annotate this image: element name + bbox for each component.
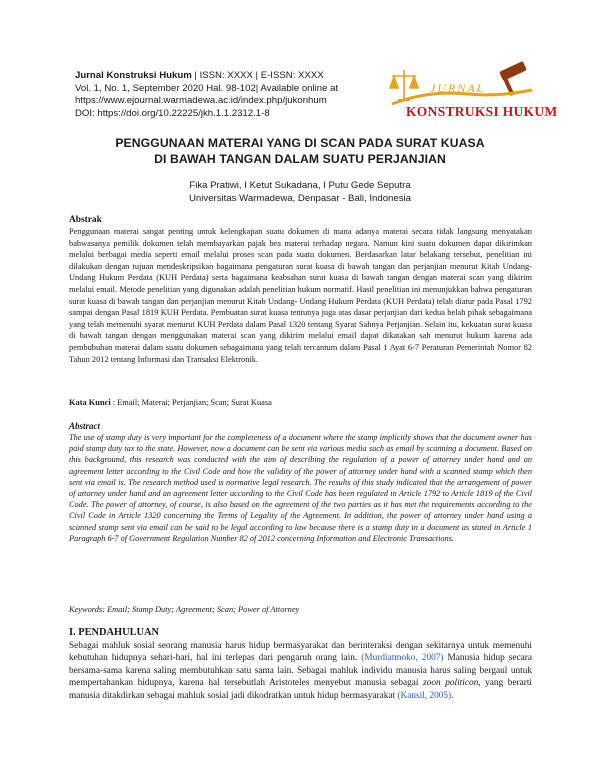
abstrak-text: Penggunaan materai sangat penting untuk kelengkapan suatu dokumen di mana adanya materai secara tidak langsung menyatakan bahwasanya pemilik dokumen telah membayarkan pajak bea materai terhadap negara. Namun kini suatu dokumen dapat dikirimkan melalui berbagai media seperti email melalui proses scan pada suatu dokumen. Berdasarkan latar belakang tersebut, penelitian ini dilakukan dengan tujuan mendeskripsikan bagaimana pengaturan surat kuasa di bawah tangan dan perjanjian menurut Kitab Undang-Undang Hukum Perdata (KUH Perdata) serta bagaimana keabsahan surat kuasa di bawah tangan dengan materai scan yang dikirim melalui email. Metode penelitian yang digunakan adalah penelitian hukum normatif. Hasil penelitian ini menunjukkan bahwa pengaturan surat kuasa di bawah tangan dan perjanjian menurut Kitab Undang- Undang Hukum Perdata (KUH Perdata) telah diatur pada Pasal 1792 sampai dengan Pasal 1819 KUH Perdata. Pembuatan surat kuasa tentunya juga atas dasar perjanjian dari kedua belah pihak sebagaimana yang telah memenuhi syarat menurut KUH Perdata dalam Pasal 1320 tentang Syarat Sahnya Perjanjian. Selain itu, kekuatan surat kuasa di bawah tangan dengan menggunakan materai scan yang dikirim melalui email dapat dikatakan sah menurut hukum karena ada pembubuhan materai dalam suatu dokumen sebagaimana yang telah tercantum dalam Pasal 1 Ayat 6-7 Peraturan Pemerintah Nomor 82 Tahun 2012 tentang Informasi dan Transaksi Elektronik. — [69, 227, 532, 364]
logo-word-top: JURNAL — [430, 81, 486, 95]
abstract-heading: Abstract — [69, 421, 101, 431]
citation-kansil[interactable]: (Kansil, 2005) — [397, 690, 452, 701]
journal-title-line — [75, 70, 415, 83]
journal-url[interactable]: https://www.ejournal.warmadewa.ac.id/index.php/jukonhum — [75, 95, 327, 107]
section-text-3: , yang berarti manusia ditakdirkan sebagai mahluk sosial jadi dikodratkan untuk hidup bermasyarakat — [69, 678, 532, 701]
journal-header — [75, 70, 415, 120]
logo-word-bottom: KONSTRUKSI HUKUM — [406, 104, 558, 119]
author-affiliation: Universitas Warmadewa, Denpasar - Bali, Indonesia — [189, 193, 411, 204]
abstrak-heading: Abstrak — [69, 215, 102, 225]
doi-line[interactable]: DOI: https://doi.org/10.22225/jkh.1.1.2312.1-8 — [75, 107, 270, 119]
kata-kunci-label: Kata Kunci — [69, 398, 111, 407]
journal-logo-graphic — [388, 60, 558, 124]
title-line-2: DI BAWAH TANGAN DALAM SUATU PERJANJIAN — [154, 152, 446, 166]
citation-murdiatmoko[interactable]: (Murdiatmoko, 2007) — [361, 653, 444, 664]
abstract-text: The use of stamp duty is very important for the completeness of a document where the stamp implicitly shows that the document owner has paid stamp duty tax to the state. However, now a document can be sent via various media such as email by scanning a document. Based on this background, this research was conducted with the aim of describing the regulation of a power of attorney under hand and an agreement letter according to the Civil Code and how the validity of the power of attorney under hand with a scanned stamp which then sent via email is. The research method used is normative legal research. The results of this study indicated that the arrangement of power of attorney under hand and an agreement letter according to the Civil Code has been regulated in Article 1792 to Article 1819 of the Civil Code. The power of attorney, of course, is also based on the agreement of the two parties as it has met the requirements according to the Civil Code in Article 1320 concerning the Terms of Legality of the Agreement. In addition, the power of attorney under hand using a scanned stamp sent via email can be said to be legal according to law because there is a stamp duty in a document as stated in Article 1 Paragraph 6-7 of Government Regulation Number 82 of 2012 concerning Information and Electronic Transactions. — [69, 433, 532, 543]
section-heading-pendahuluan: I. PENDAHULUAN — [69, 627, 160, 638]
section-text-2: Manusia hidup secara bersama-sama karena saling membutuhkan satu sama lain. Sebagai mahluk individu manusia harus saling bergaul untuk mempertahankan hidupnya, karena hal tersebutlah Aristoteles menyebut manusia sebagai — [69, 653, 532, 689]
section-body-pendahuluan — [69, 640, 532, 702]
issn-text: | ISSN: XXXX | E-ISSN: XXXX — [191, 70, 324, 81]
kata-kunci-value: : Email; Materai; Perjanjian; Scan; Surat Kuasa — [110, 398, 272, 407]
scales-icon — [390, 70, 418, 100]
section-text-4: . — [451, 690, 454, 701]
kata-kunci — [69, 398, 272, 407]
keywords: Keywords: Email; Stamp Duty; Agreement; Scan; Power of Attorney — [69, 605, 300, 614]
author-names: Fika Pratiwi, I Ketut Sukadana, I Putu Gede Seputra — [189, 180, 411, 191]
paper-title — [60, 135, 540, 167]
authors-block — [60, 179, 540, 205]
section-text-1: Sebagai mahluk sosial seorang manusia harus hidup bermasyarakat dan berinteraksi dengan sekitarnya untuk memenuhi kebutuhan hidupnya sehari-hari, hal ini terlepas dari pengaruh orang lain. — [69, 641, 532, 664]
journal-logo — [388, 60, 558, 124]
title-line-1: PENGGUNAAN MATERAI YANG DI SCAN PADA SURAT KUASA — [115, 136, 485, 150]
term-zoon-politicon: zoon politicon — [423, 678, 479, 689]
journal-name: Jurnal Konstruksi Hukum — [75, 70, 192, 81]
volume-line: Vol. 1, No. 1, September 2020 Hal. 98-102| Available online at — [75, 82, 339, 94]
